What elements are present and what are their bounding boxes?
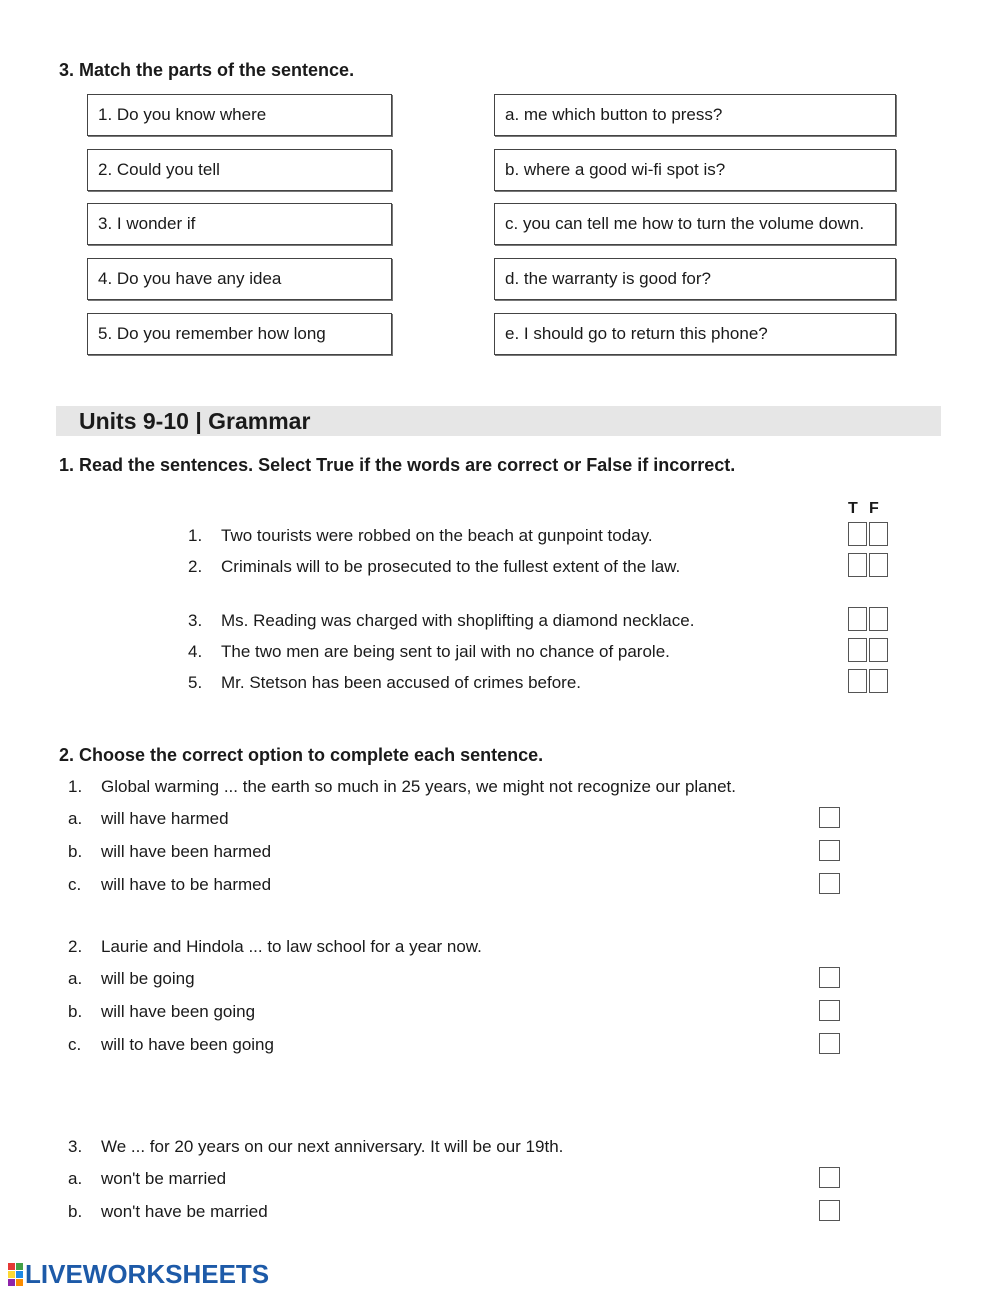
tf-false-checkbox[interactable] — [869, 669, 888, 693]
tf-item-number: 5. — [188, 673, 203, 692]
mc-option-label: b. — [68, 842, 83, 861]
mc-option-checkbox[interactable] — [819, 1200, 840, 1221]
mc-option-checkbox[interactable] — [819, 1033, 840, 1054]
match-right-item-a[interactable]: a. me which button to press? — [494, 94, 896, 136]
mc-option-label: b. — [68, 1202, 83, 1221]
match-right-item-e[interactable]: e. I should go to return this phone? — [494, 313, 896, 355]
mc-option-checkbox[interactable] — [819, 807, 840, 828]
tf-true-checkbox[interactable] — [848, 522, 867, 546]
tf-item-text: Criminals will to be prosecuted to the fullest extent of the law. — [221, 557, 681, 576]
mc-option-label: a. — [68, 809, 83, 828]
match-right-item-c[interactable]: c. you can tell me how to turn the volume down. — [494, 203, 896, 245]
mc-question-number: 1. — [68, 777, 83, 796]
mc-option — [0, 1032, 1000, 1058]
mc-option-checkbox[interactable] — [819, 967, 840, 988]
mc-question-text: Laurie and Hindola ... to law school for a year now. — [101, 937, 482, 956]
tf-item-number: 3. — [188, 611, 203, 630]
mc-option-label: c. — [68, 875, 82, 894]
mc-option-checkbox[interactable] — [819, 1000, 840, 1021]
mc-option — [0, 839, 1000, 865]
match-left-item-3[interactable]: 3. I wonder if — [87, 203, 392, 245]
mc-option — [0, 1166, 1000, 1192]
mc-option-label: b. — [68, 1002, 83, 1021]
tf-false-checkbox[interactable] — [869, 522, 888, 546]
logo-text: LIVEWORKSHEETS — [25, 1259, 270, 1289]
tf-item-text: Mr. Stetson has been accused of crimes before. — [221, 673, 582, 692]
mc-option-text: will have harmed — [101, 809, 229, 828]
tf-item-text: Ms. Reading was charged with shoplifting a diamond necklace. — [221, 611, 695, 630]
match-right-item-b[interactable]: b. where a good wi-fi spot is? — [494, 149, 896, 191]
tf-item-number: 4. — [188, 642, 203, 661]
tf-item-number: 1. — [188, 526, 203, 545]
mc-option-label: c. — [68, 1035, 82, 1054]
tf-item-text: Two tourists were robbed on the beach at gunpoint today. — [221, 526, 653, 545]
section-title: Units 9-10 | Grammar — [79, 408, 311, 434]
mc-heading: 2. Choose the correct option to complete each sentence. — [59, 745, 544, 765]
mc-option-checkbox[interactable] — [819, 840, 840, 861]
mc-option — [0, 1199, 1000, 1225]
tf-item — [0, 522, 1000, 550]
mc-option — [0, 966, 1000, 992]
tf-column-true-label: T — [848, 500, 858, 517]
tf-heading: 1. Read the sentences. Select True if the words are correct or False if incorrect. — [59, 455, 736, 475]
mc-option — [0, 872, 1000, 898]
tf-false-checkbox[interactable] — [869, 607, 888, 631]
match-right-item-d[interactable]: d. the warranty is good for? — [494, 258, 896, 300]
tf-true-checkbox[interactable] — [848, 669, 867, 693]
tf-item — [0, 553, 1000, 581]
mc-option-text: won't be married — [101, 1169, 227, 1188]
tf-false-checkbox[interactable] — [869, 638, 888, 662]
mc-question — [0, 774, 1000, 800]
tf-true-checkbox[interactable] — [848, 638, 867, 662]
mc-option — [0, 999, 1000, 1025]
mc-option-text: will have been harmed — [101, 842, 272, 861]
mc-option-label: a. — [68, 969, 83, 988]
mc-question — [0, 934, 1000, 960]
tf-false-checkbox[interactable] — [869, 553, 888, 577]
mc-option-text: will be going — [101, 969, 195, 988]
mc-option-text: won't have be married — [101, 1202, 268, 1221]
match-left-item-4[interactable]: 4. Do you have any idea — [87, 258, 392, 300]
match-left-item-1[interactable]: 1. Do you know where — [87, 94, 392, 136]
liveworksheets-logo — [8, 1259, 269, 1289]
tf-item — [0, 607, 1000, 635]
mc-option-checkbox[interactable] — [819, 873, 840, 894]
section-header-bar — [56, 406, 941, 436]
mc-question-text: We ... for 20 years on our next anniversary. It will be our 19th. — [101, 1137, 564, 1156]
match-heading: 3. Match the parts of the sentence. — [59, 60, 355, 80]
tf-item-text: The two men are being sent to jail with no chance of parole. — [221, 642, 670, 661]
tf-true-checkbox[interactable] — [848, 553, 867, 577]
mc-option-text: will have to be harmed — [101, 875, 272, 894]
mc-option-label: a. — [68, 1169, 83, 1188]
mc-option-text: will to have been going — [101, 1035, 274, 1054]
mc-option-checkbox[interactable] — [819, 1167, 840, 1188]
tf-item — [0, 638, 1000, 666]
tf-column-false-label: F — [869, 500, 879, 517]
tf-item — [0, 669, 1000, 697]
match-left-item-5[interactable]: 5. Do you remember how long — [87, 313, 392, 355]
tf-item-number: 2. — [188, 557, 203, 576]
match-left-item-2[interactable]: 2. Could you tell — [87, 149, 392, 191]
logo-tiles-icon — [8, 1263, 23, 1286]
mc-question-text: Global warming ... the earth so much in 25 years, we might not recognize our planet. — [101, 777, 736, 796]
tf-true-checkbox[interactable] — [848, 607, 867, 631]
mc-question-number: 2. — [68, 937, 83, 956]
mc-option — [0, 806, 1000, 832]
mc-option-text: will have been going — [101, 1002, 256, 1021]
mc-question — [0, 1134, 1000, 1160]
mc-question-number: 3. — [68, 1137, 83, 1156]
